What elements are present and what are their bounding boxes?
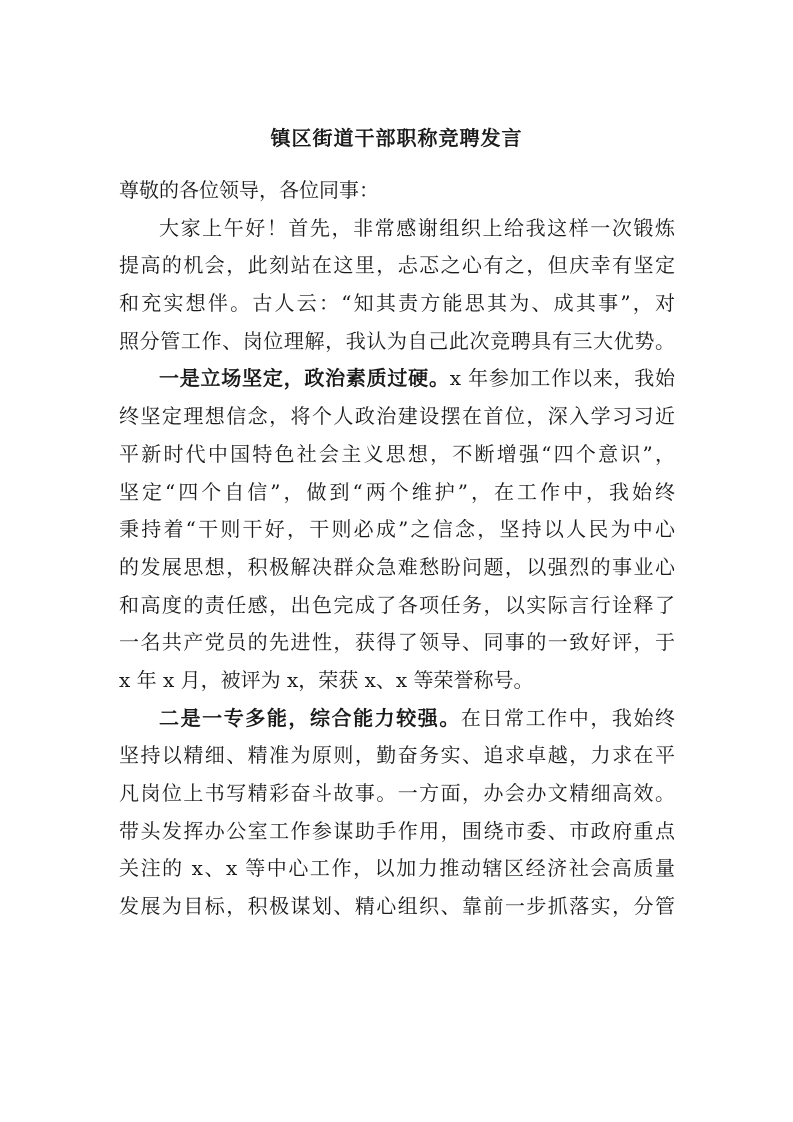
paragraph-2-line-8: 一名共产党员的先进性，获得了领导、同事的一致好评，于 (119, 630, 675, 655)
document-title: 镇区街道干部职称竞聘发言 (270, 126, 523, 150)
paragraph-2-line-9: x 年 x 月，被评为 x，荣获 x、x 等荣誉称号。 (119, 667, 534, 692)
paragraph-2-line-1 (119, 360, 675, 398)
paragraph-2-line-3: 平新时代中国特色社会主义思想，不断增强“四个意识”， (119, 441, 675, 466)
paragraph-3-line-4: 带头发挥办公室工作参谋助手作用，围绕市委、市政府重点 (119, 818, 675, 843)
salutation: 尊敬的各位领导，各位同事： (119, 178, 379, 202)
paragraph-2-line-6: 的发展思想，积极解决群众急难愁盼问题，以强烈的事业心 (119, 554, 675, 579)
paragraph-2-line-2: 终坚定理想信念，将个人政治建设摆在首位，深入学习习近 (119, 404, 675, 429)
paragraph-1-line-2: 提高的机会，此刻站在这里，忐忑之心有之，但庆幸有坚定 (119, 253, 675, 278)
paragraph-3-line-5: 关注的 x、x 等中心工作，以加力推动辖区经济社会高质量 (119, 856, 675, 881)
paragraph-3-first-rest: 在日常工作中，我始终 (460, 705, 676, 730)
paragraph-3-line-2: 坚持以精细、精准为原则，勤奋务实、追求卓越，力求在平 (119, 743, 675, 768)
paragraph-2-line-7: 和高度的责任感，出色完成了各项任务，以实际言行诠释了 (119, 592, 675, 617)
paragraph-2-line-4: 坚定“四个自信”，做到“两个维护”，在工作中，我始终 (119, 479, 675, 504)
document-body (119, 172, 675, 926)
paragraph-2-first-rest: x 年参加工作以来，我始 (449, 366, 676, 391)
paragraph-2-lead: 一是立场坚定，政治素质过硬。 (159, 366, 450, 391)
paragraph-3-line-3: 凡岗位上书写精彩奋斗故事。一方面，办会办文精细高效。 (119, 781, 675, 805)
paragraph-3-line-6: 发展为目标，积极谋划、精心组织、靠前一步抓落实，分管 (119, 894, 675, 919)
paragraph-3-lead: 二是一专多能，综合能力较强。 (159, 705, 461, 730)
paragraph-2-line-5: 秉持着“干则干好，干则必成”之信念，坚持以人民为中心 (119, 517, 675, 542)
paragraph-1-line-4: 照分管工作、岗位理解，我认为自己此次竞聘具有三大优势。 (119, 328, 675, 353)
paragraph-1-line-3: 和充实想伴。古人云：“知其责方能思其为、成其事”，对 (119, 291, 675, 316)
paragraph-1-line-1: 大家上午好！首先，非常感谢组织上给我这样一次锻炼 (159, 215, 675, 240)
paragraph-3-line-1 (119, 700, 675, 738)
